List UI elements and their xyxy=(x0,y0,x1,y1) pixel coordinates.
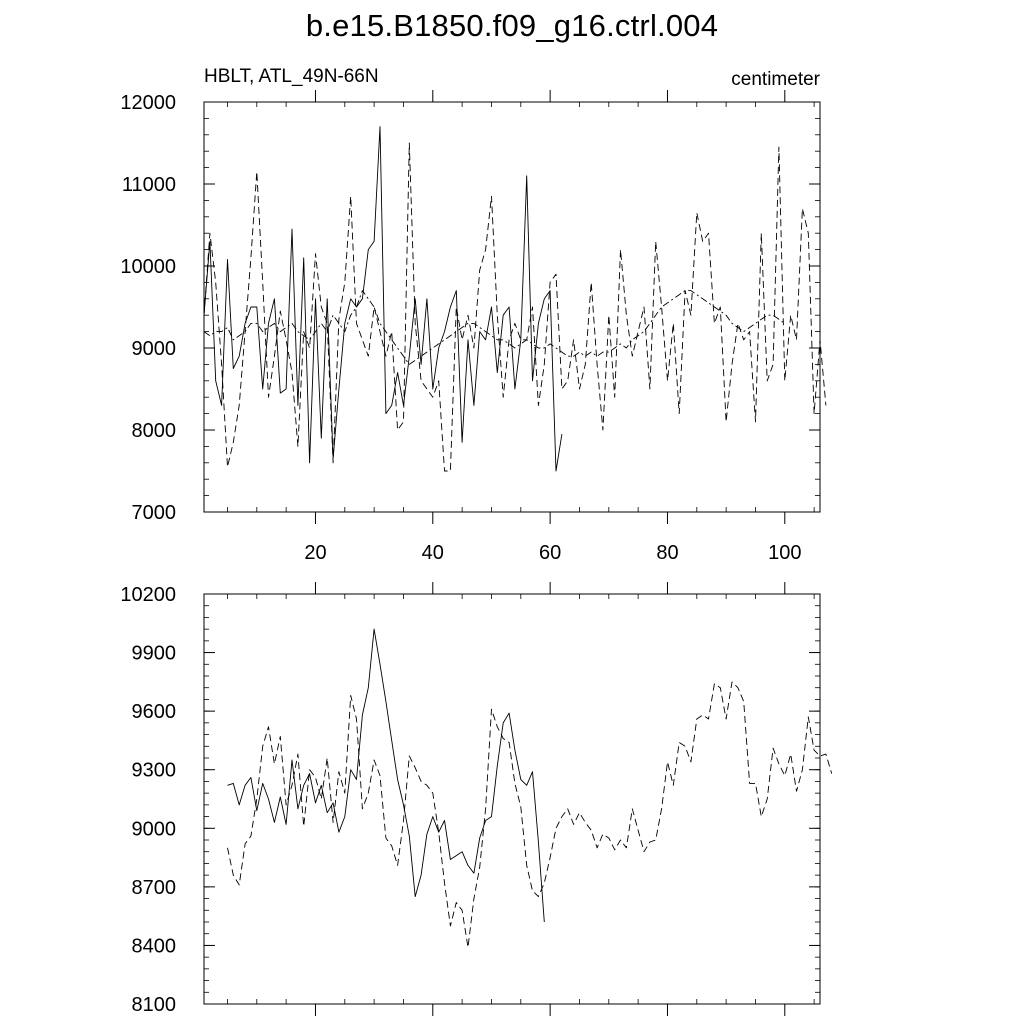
units-label: centimeter xyxy=(731,69,820,90)
x-tick-label: 40 xyxy=(421,542,444,564)
y-tick-label: 7000 xyxy=(131,502,176,524)
subtitle-left: HBLT, ATL_49N-66N xyxy=(204,66,379,87)
y-tick-label: 9000 xyxy=(131,338,176,360)
series-line-3 xyxy=(204,291,785,365)
series-line-1 xyxy=(228,629,545,922)
series-line-2 xyxy=(228,682,832,948)
top-panel xyxy=(120,90,826,564)
y-tick-label: 10200 xyxy=(120,584,176,606)
y-tick-label: 9000 xyxy=(131,818,176,841)
x-tick-label: 20 xyxy=(304,542,327,564)
y-tick-label: 12000 xyxy=(120,92,176,114)
y-tick-label: 8000 xyxy=(131,420,176,442)
plot-frame xyxy=(204,102,820,512)
y-tick-label: 8400 xyxy=(131,935,176,958)
x-tick-label: 100 xyxy=(768,542,802,564)
x-tick-label: 60 xyxy=(539,542,562,564)
bottom-panel xyxy=(120,582,831,1016)
y-tick-label: 10000 xyxy=(120,256,176,278)
x-tick-label: 80 xyxy=(656,542,679,564)
y-tick-label: 9900 xyxy=(131,642,176,665)
series-line-2 xyxy=(204,143,826,471)
y-tick-label: 8100 xyxy=(131,994,176,1016)
y-tick-label: 8700 xyxy=(131,876,176,899)
series-line-1 xyxy=(204,127,562,471)
y-tick-label: 9300 xyxy=(131,759,176,782)
y-tick-label: 11000 xyxy=(121,174,176,196)
figure-title: b.e15.B1850.f09_g16.ctrl.004 xyxy=(305,8,719,43)
y-tick-label: 9600 xyxy=(131,701,176,724)
